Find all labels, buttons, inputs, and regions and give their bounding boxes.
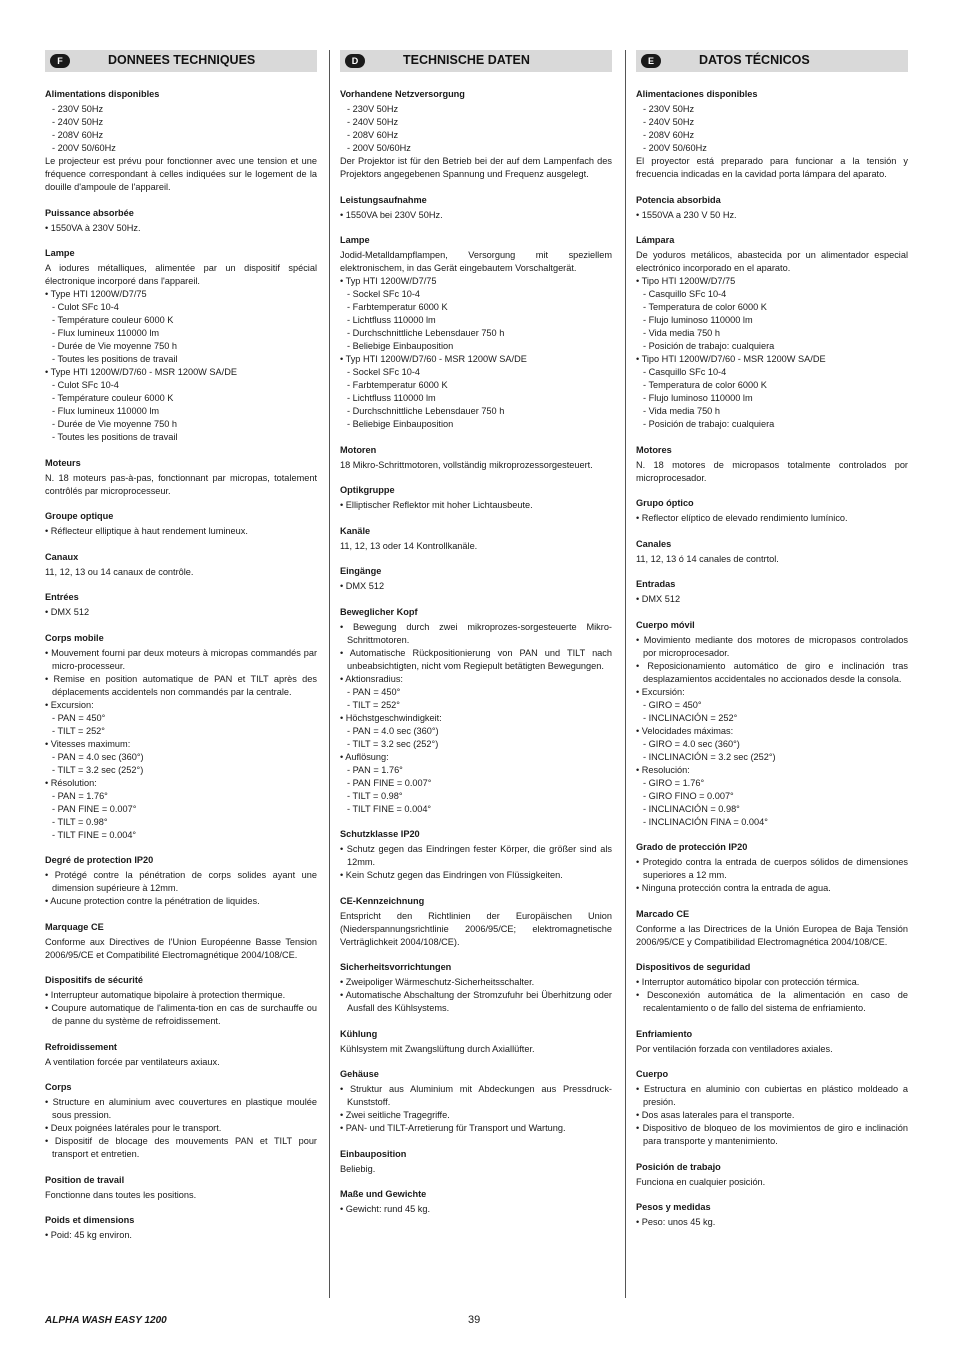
sections-container [45,88,317,1242]
page-number: 39 [468,1314,481,1326]
section-title: Grupo óptico [636,498,694,508]
column-divider [329,50,330,1298]
bullet-item: • Höchstgeschwindigkeit: [340,712,442,723]
bullet-item: • Reflector elíptico de elevado rendimiento lumínico. [636,513,848,523]
spec-paragraph: Conforme a las Directrices de la Unión Europea de Baja Tensión 2006/95/CE y Compatibilidad Electromagnética 2004/108/CE. [636,923,908,947]
spec-section [340,194,612,222]
section-title: Grado de protección IP20 [636,842,748,852]
bullet-item: • 1550VA a 230 V 50 Hz. [636,209,737,220]
spec-paragraph: De yoduros metálicos, abastecida por un alimentador especial electrónico incorporado en el aparato. [636,250,908,273]
spec-paragraph: 11, 12, 13 ou 14 canaux de contrôle. [45,566,194,577]
bullet-item: • Remise en position automatique de PAN et TILT après des déplacements accidentels non commandés par la centrale. [45,673,317,697]
spec-sub-item: - 240V 50Hz [52,117,104,127]
spec-sub-item: - 240V 50Hz [347,117,399,127]
section-title: Pesos y medidas [636,1202,711,1212]
spec-paragraph: Conforme aux Directives de l'Union Européenne Basse Tension 2006/95/CE et Compatibilité Electromagnétique 2004/108/CE. [45,936,317,960]
language-badge: E [641,54,661,68]
spec-section [45,1081,317,1161]
bullet-item: • Zweipoliger Wärmeschutz-Sicherheitsschalter. [340,977,535,987]
section-title: Dispositivos de seguridad [636,962,751,972]
section-title: Alimentaciones disponibles [636,89,758,99]
section-title: Entrées [45,592,79,602]
section-title: Poids et dimensions [45,1215,135,1225]
spec-paragraph: A ventilation forcée par ventilateurs axiaux. [45,1056,220,1067]
spec-sub-item: - Vida media 750 h [643,328,720,338]
section-title: Cuerpo móvil [636,619,695,630]
spec-sub-item: - Temperatura de color 6000 K [643,380,767,390]
bullet-item: • Coupure automatique de l'alimenta-tion en cas de surchauffe ou de panne du système de refroidissement. [45,1003,317,1026]
spec-sub-item: - TILT = 3.2 sec (252°) [347,738,439,749]
spec-section [45,457,317,498]
spec-paragraph: 11, 12, 13 oder 14 Kontrollkanäle. [340,540,478,551]
spec-section [340,1028,612,1056]
section-title: Marcado CE [636,908,690,919]
spec-paragraph: A iodures métalliques, alimentée par un dispositif spécial électronique incorporé dans l'appareil. [45,263,317,286]
spec-sub-item: - Beliebige Einbauposition [347,419,454,429]
spec-sub-item: - Temperatura de color 6000 K [643,302,767,312]
spec-sub-item: - Farbtemperatur 6000 K [347,302,448,312]
section-title: Eingänge [340,566,382,576]
spec-sub-item: - TILT = 3.2 sec (252°) [52,764,144,775]
bullet-item: • Resolución: [636,764,690,775]
bullet-item: • DMX 512 [45,607,90,617]
bullet-item: • Résolution: [45,777,97,788]
bullet-item: • Typ HTI 1200W/D7/60 - MSR 1200W SA/DE [340,354,527,364]
bullet-item: • Dispositif de blocage des mouvements PAN et TILT pour transport et entretien. [45,1136,317,1159]
bullet-item: • DMX 512 [340,581,385,591]
spec-section [636,841,908,895]
spec-sub-item: - Flux lumineux 110000 lm [52,406,160,416]
spec-sub-item: - Culot SFc 10-4 [52,380,119,390]
spec-section [340,1148,612,1176]
bullet-item: • Dos asas laterales para el transporte. [636,1110,795,1120]
column-german [340,50,612,1229]
bullet-item: • Réflecteur elliptique à haut rendement lumineux. [45,526,248,536]
section-title: Kühlung [340,1028,378,1039]
spec-sub-item: - Sockel SFc 10-4 [347,289,421,299]
section-title: Dispositifs de sécurité [45,975,144,985]
spec-section [45,1174,317,1202]
column-spanish [636,50,908,1242]
bullet-item: • Kein Schutz gegen das Eindringen von Flüssigkeiten. [340,870,563,880]
spec-sub-item: - 208V 60Hz [643,130,695,140]
section-title: Lampe [340,235,370,245]
spec-sub-item: - INCLINACIÓN = 252° [643,712,738,723]
bullet-item: • Desconexión automática de la alimentación en caso de recalentamiento o de fallo del sistema de enfriamiento. [636,990,908,1013]
section-title: Cuerpo [636,1069,669,1079]
spec-sub-item: - TILT = 0.98° [52,816,108,827]
bullet-item: • PAN- und TILT-Arretierung für Transport und Wartung. [340,1123,566,1133]
spec-sub-item: - INCLINACIÓN FINA = 0.004° [643,816,768,827]
spec-paragraph: Entspricht den Richtlinien der Europäischen Union (Niederspannungsrichtlinie 2006/95/CE; elektromagnetische Verträglichkeit 2004/108/CE). [340,910,612,947]
spec-sub-item: - 200V 50/60Hz [347,143,411,153]
spec-sub-item: - TILT = 252° [347,699,400,710]
spec-sub-item: - Durchschnittliche Lebensdauer 750 h [347,406,505,416]
language-badge: F [50,54,70,68]
spec-sub-item: - TILT = 0.98° [347,790,403,801]
section-title: Beweglicher Kopf [340,606,418,617]
spec-sub-item: - TILT = 252° [52,725,105,736]
bullet-item: • Tipo HTI 1200W/D7/60 - MSR 1200W SA/DE [636,354,826,364]
section-title: Optikgruppe [340,485,395,495]
sections-container [340,88,612,1216]
spec-sub-item: - GIRO = 1.76° [643,777,705,788]
spec-sub-item: - Beliebige Einbauposition [347,341,454,351]
spec-section [45,510,317,538]
section-title: Motoren [340,444,377,455]
spec-section [45,974,317,1028]
bullet-item: • Structure en aluminium avec couvertures en plastique moulée sous pression. [45,1097,317,1120]
language-badge: D [345,54,365,68]
spec-sub-item: - Durée de Vie moyenne 750 h [52,341,177,351]
section-title: Alimentations disponibles [45,89,160,99]
footer-product-name: ALPHA WASH EASY 1200 [45,1315,167,1326]
section-title: Potencia absorbida [636,194,721,205]
bullet-item: • Aucune protection contre la pénétration de liquides. [45,896,260,906]
spec-section [636,234,908,431]
section-title: Maße und Gewichte [340,1189,427,1199]
section-title: Kanäle [340,525,371,536]
spec-section [340,1068,612,1135]
spec-section [636,538,908,566]
spec-section [340,1188,612,1216]
spec-sub-item: - Vida media 750 h [643,406,720,416]
spec-paragraph: El proyector está preparado para funcionar a la tensión y frecuencia indicadas en la cavidad porta lámpara del aparato. [636,156,908,179]
bullet-item: • Movimiento mediante dos motores de micropasos controlados por microprocesador. [636,634,908,658]
bullet-item: • Excursion: [45,699,94,710]
spec-paragraph: Le projecteur est prévu pour fonctionner avec une tension et une fréquence correspondant à celles indiquées sur le logement de la douille d'ampoule de l'appareil. [45,156,317,192]
spec-section [45,854,317,908]
spec-sub-item: - Farbtemperatur 6000 K [347,380,448,390]
bullet-item: • 1550VA à 230V 50Hz. [45,222,141,233]
section-title: Position de travail [45,1174,125,1185]
spec-section [636,194,908,222]
spec-sub-item: - 230V 50Hz [643,104,695,114]
spec-sub-item: - Posición de trabajo: cualquiera [643,341,775,351]
spec-section [45,632,317,842]
spec-section [340,828,612,882]
section-title: Marquage CE [45,921,104,932]
spec-section [340,484,612,512]
spec-section [636,1028,908,1056]
spec-section [45,247,317,444]
spec-sub-item: - Durée de Vie moyenne 750 h [52,419,177,429]
spec-sub-item: - Toutes les positions de travail [52,354,178,364]
spec-section [45,1214,317,1242]
spec-section [45,88,317,194]
spec-paragraph: 18 Mikro-Schrittmotoren, vollständig mikroprozessorgesteuert. [340,459,593,470]
spec-paragraph: Kühlsystem mit Zwangslüftung durch Axiallüfter. [340,1043,535,1054]
spec-sub-item: - GIRO = 450° [643,699,702,710]
bullet-item: • Interrupteur automatique bipolaire à protection thermique. [45,990,286,1000]
spec-paragraph: N. 18 motores de micropasos totalmente controlados por microprocesador. [636,459,908,483]
spec-section [340,88,612,181]
spec-sub-item: - Culot SFc 10-4 [52,302,119,312]
spec-sub-item: - PAN = 450° [347,686,401,697]
spec-sub-item: - Flux lumineux 110000 lm [52,328,160,338]
bullet-item: • Reposicionamiento automático de giro e inclinación tras desplazamientos accidentales no accionados desde la consola. [636,660,908,684]
spec-section [340,444,612,472]
section-title: Motores [636,444,672,455]
section-title: Leistungsaufnahme [340,194,427,205]
spec-paragraph: Beliebig. [340,1163,376,1174]
section-title: Posición de trabajo [636,1161,721,1172]
spec-sub-item: - PAN = 1.76° [52,790,108,801]
bullet-item: • Zwei seitliche Tragegriffe. [340,1110,450,1120]
spec-paragraph: Der Projektor ist für den Betrieb bei der auf dem Lampenfach des Projektors angegebenen Spannung und Frequenz ausgelegt. [340,156,612,179]
column-title: DONNEES TECHNIQUES [108,53,256,67]
section-title: Moteurs [45,457,81,468]
bullet-item: • Aktionsradius: [340,673,403,684]
spec-section [636,619,908,829]
spec-sub-item: - Lichtfluss 110000 lm [347,315,436,325]
section-title: Lámpara [636,235,675,245]
spec-sub-item: - PAN FINE = 0.007° [347,777,432,788]
section-title: Corps mobile [45,632,104,643]
section-title: CE-Kennzeichnung [340,895,425,906]
spec-paragraph: 11, 12, 13 ó 14 canales de contrtol. [636,553,779,564]
spec-sub-item: - PAN = 1.76° [347,764,403,775]
spec-section [636,908,908,949]
section-title: Lampe [45,248,75,258]
spec-sub-item: - Toutes les positions de travail [52,432,178,442]
spec-section [45,207,317,235]
spec-paragraph: Jodid-Metalldampflampen, Versorgung mit speziellem elektronischem, in das Gerät eingebautem Vorschaltgerät. [340,250,612,273]
column-title: TECHNISCHE DATEN [403,53,530,67]
spec-sub-item: - 208V 60Hz [347,130,399,140]
bullet-item: • Type HTI 1200W/D7/75 [45,289,147,299]
spec-section [45,1041,317,1069]
bullet-item: • Automatische Rückpositionierung von PAN und TILT nach unbeabsichtigten, nicht vom Regiepult betätigten Bewegungen. [340,647,612,671]
bullet-item: • Velocidades máximas: [636,725,734,736]
spec-section [340,525,612,553]
bullet-item: • Poid: 45 kg environ. [45,1230,132,1240]
spec-section [636,961,908,1015]
spec-sub-item: - PAN = 4.0 sec (360°) [52,751,144,762]
section-title: Enfriamiento [636,1028,693,1039]
section-title: Gehäuse [340,1069,379,1079]
spec-paragraph: Fonctionne dans toutes les positions. [45,1189,197,1200]
bullet-item: • Protegido contra la entrada de cuerpos sólidos de dimensiones superiores a 12 mm. [636,857,908,880]
bullet-item: • Bewegung durch zwei mikroprozes-sorgesteuerte Mikro-Schrittmotoren. [340,621,612,645]
bullet-item: • Protégé contre la pénétration de corps solides ayant une dimension supérieure à 12mm. [45,870,317,893]
bullet-item: • Schutz gegen das Eindringen fester Körper, die größer sind als 12mm. [340,844,612,867]
spec-section [636,444,908,485]
bullet-item: • DMX 512 [636,594,681,604]
section-title: Corps [45,1082,72,1092]
section-title: Groupe optique [45,511,114,521]
bullet-item: • Elliptischer Reflektor mit hoher Lichtausbeute. [340,500,533,510]
spec-sub-item: - Température couleur 6000 K [52,393,174,403]
spec-section [45,921,317,962]
section-title: Puissance absorbée [45,207,134,218]
section-title: Entradas [636,579,676,589]
bullet-item: • Struktur aus Aluminium mit Abdeckungen aus Pressdruck-Kunststoff. [340,1084,612,1107]
bullet-item: • Ninguna protección contra la entrada de agua. [636,883,831,893]
spec-section [340,565,612,593]
spec-sub-item: - GIRO = 4.0 sec (360°) [643,738,740,749]
spec-sub-item: - 230V 50Hz [52,104,104,114]
spec-sub-item: - INCLINACIÓN = 0.98° [643,803,740,814]
section-title: Vorhandene Netzversorgung [340,89,465,99]
spec-sub-item: - Flujo luminoso 110000 lm [643,315,753,325]
spec-section [45,591,317,619]
bullet-item: • 1550VA bei 230V 50Hz. [340,209,443,220]
spec-sub-item: - PAN FINE = 0.007° [52,803,137,814]
spec-sub-item: - 200V 50/60Hz [52,143,116,153]
spec-section [636,497,908,525]
spec-section [636,1068,908,1148]
column-french [45,50,317,1255]
spec-sub-item: - Casquillo SFc 10-4 [643,367,727,377]
bullet-item: • Typ HTI 1200W/D7/75 [340,276,437,286]
column-title: DATOS TÉCNICOS [699,53,810,67]
bullet-item: • Excursión: [636,686,685,697]
column-header [45,50,317,72]
spec-sub-item: - 230V 50Hz [347,104,399,114]
section-title: Refroidissement [45,1041,117,1052]
column-header [636,50,908,72]
bullet-item: • Dispositivo de bloqueo de los movimientos de giro e inclinación para transporte y mantenimiento. [636,1123,908,1146]
spec-sub-item: - INCLINACIÓN = 3.2 sec (252°) [643,751,776,762]
section-title: Canaux [45,551,79,562]
spec-section [636,1201,908,1229]
spec-section [636,88,908,181]
bullet-item: • Type HTI 1200W/D7/60 - MSR 1200W SA/DE [45,367,237,377]
spec-sub-item: - TILT FINE = 0.004° [347,803,432,814]
bullet-item: • Mouvement fourni par deux moteurs à micropas commandés par micro-processeur. [45,647,317,671]
column-divider [625,50,626,1298]
spec-section [636,578,908,606]
section-title: Schutzklasse IP20 [340,829,420,839]
spec-paragraph: N. 18 moteurs pas-à-pas, fonctionnant par micropas, totalement contrôlés par microprocesseur. [45,472,317,496]
spec-sub-item: - Posición de trabajo: cualquiera [643,419,775,429]
bullet-item: • Auflösung: [340,751,389,762]
bullet-item: • Automatische Abschaltung der Stromzufuhr bei Überhitzung oder Ausfall des Kühlsystems. [340,990,612,1013]
spec-sub-item: - Flujo luminoso 110000 lm [643,393,753,403]
spec-sub-item: - Sockel SFc 10-4 [347,367,421,377]
sections-container [636,88,908,1229]
section-title: Degré de protection IP20 [45,855,154,865]
bullet-item: • Interruptor automático bipolar con protección térmica. [636,977,860,987]
section-title: Sicherheitsvorrichtungen [340,962,452,972]
bullet-item: • Peso: unos 45 kg. [636,1217,716,1227]
bullet-item: • Estructura en aluminio con cubiertas en plástico moldeado a presión. [636,1084,908,1107]
spec-section [45,551,317,579]
spec-sub-item: - PAN = 450° [52,712,106,723]
spec-section [636,1161,908,1189]
spec-section [340,895,612,949]
spec-sub-item: - Température couleur 6000 K [52,315,174,325]
spec-sub-item: - Casquillo SFc 10-4 [643,289,727,299]
spec-sub-item: - Durchschnittliche Lebensdauer 750 h [347,328,505,338]
spec-sub-item: - Lichtfluss 110000 lm [347,393,436,403]
bullet-item: • Deux poignées latérales pour le transport. [45,1123,222,1133]
spec-section [340,606,612,816]
bullet-item: • Vitesses maximum: [45,738,131,749]
spec-sub-item: - TILT FINE = 0.004° [52,829,137,840]
spec-paragraph: Por ventilación forzada con ventiladores axiales. [636,1043,833,1054]
spec-sub-item: - 240V 50Hz [643,117,695,127]
section-title: Einbauposition [340,1148,407,1159]
spec-sub-item: - 208V 60Hz [52,130,104,140]
column-header [340,50,612,72]
section-title: Canales [636,538,672,549]
spec-paragraph: Funciona en cualquier posición. [636,1176,766,1187]
spec-section [340,234,612,431]
spec-sub-item: - 200V 50/60Hz [643,143,707,153]
spec-sub-item: - GIRO FINO = 0.007° [643,790,734,801]
spec-sub-item: - PAN = 4.0 sec (360°) [347,725,439,736]
bullet-item: • Gewicht: rund 45 kg. [340,1204,431,1214]
bullet-item: • Tipo HTI 1200W/D7/75 [636,276,736,286]
spec-section [340,961,612,1015]
